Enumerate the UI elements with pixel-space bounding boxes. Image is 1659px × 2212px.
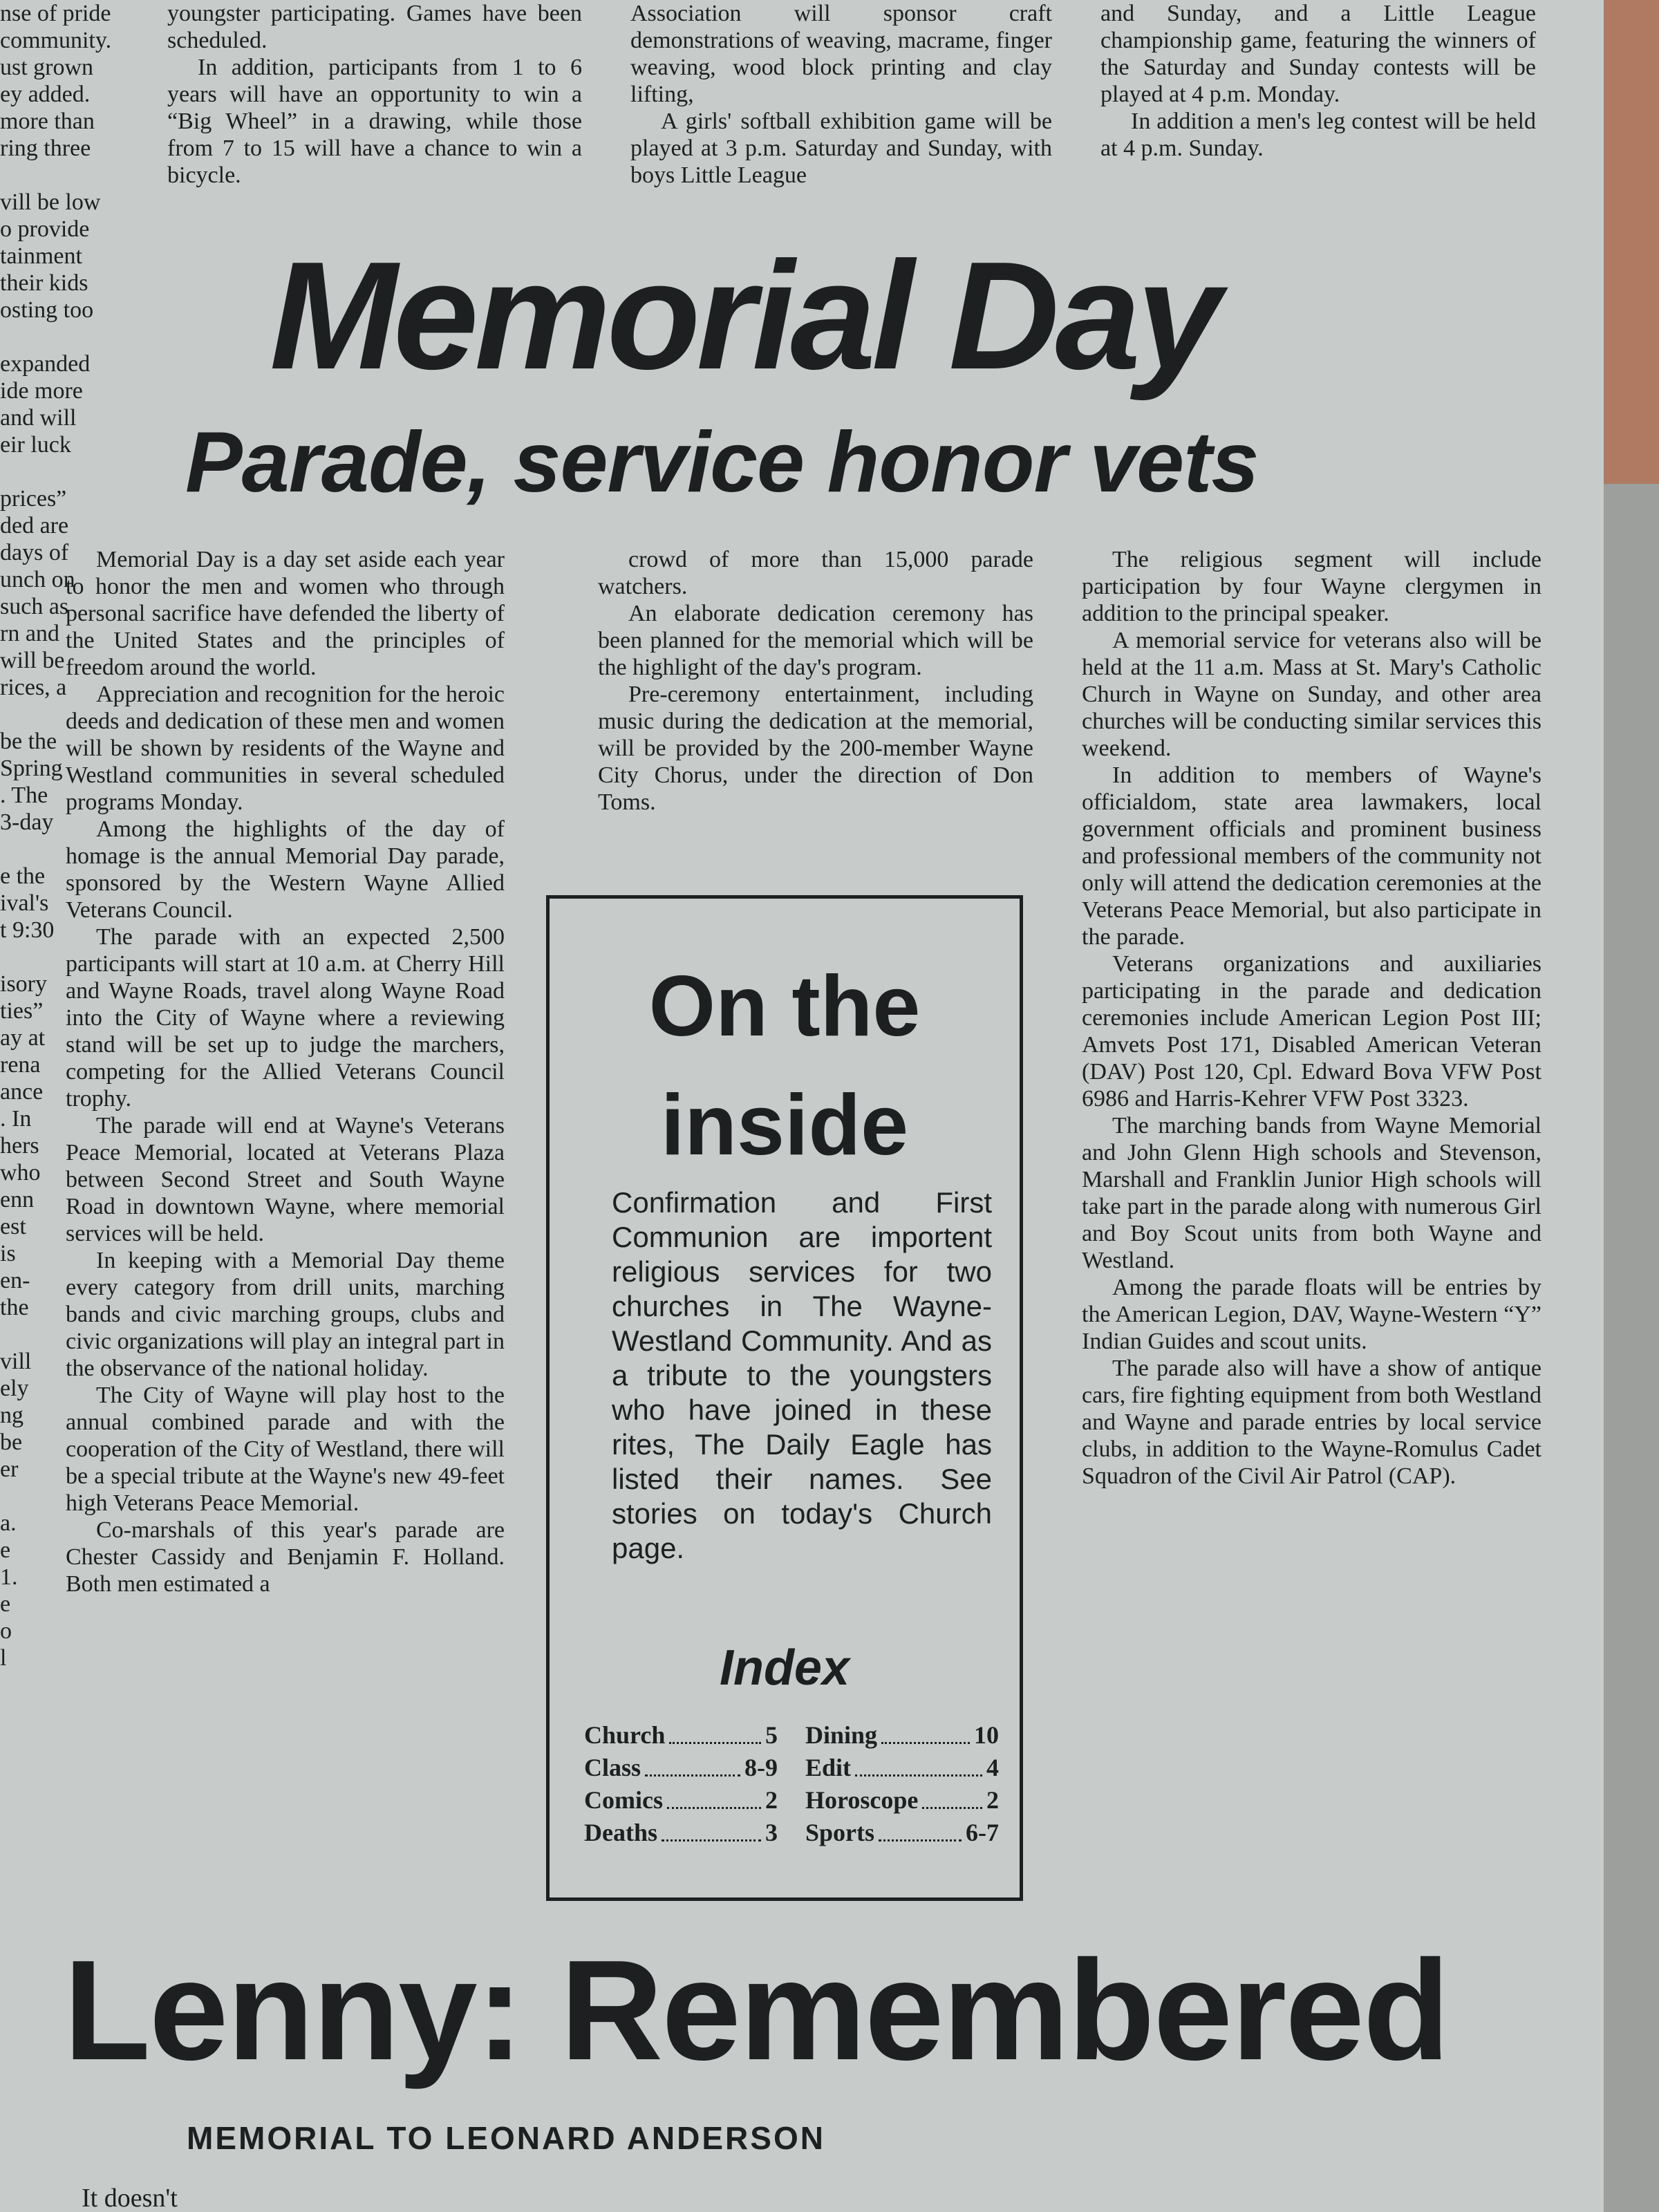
page-edge xyxy=(1604,484,1659,2212)
article-column-3 xyxy=(1082,546,1541,1490)
fragment-line: est xyxy=(0,1214,26,1239)
article-paragraph: In keeping with a Memorial Day theme every category from drill units, marching bands and civic marching groups, clubs and civic organizations will play an integral part in the observance of the national holiday. xyxy=(66,1248,505,1381)
fragment-line: hers xyxy=(0,1133,39,1159)
fragment-line: their kids xyxy=(0,270,88,296)
fragment-line: such as xyxy=(0,594,69,619)
index-leader xyxy=(645,1752,740,1777)
box-title-line: inside xyxy=(660,1078,909,1173)
box-title xyxy=(550,947,1020,1185)
index-label: Church xyxy=(584,1721,666,1749)
second-subhead: MEMORIAL TO LEONARD ANDERSON xyxy=(187,2120,825,2156)
page-edge-top xyxy=(1604,0,1659,484)
fragment-line: be the xyxy=(0,729,57,754)
paragraph: A girls' softball exhibition game will be played at 3 p.m. Saturday and Sunday, with boys Little League xyxy=(630,109,1052,188)
fragment-line: en- xyxy=(0,1268,30,1293)
article-paragraph: Co-marshals of this year's parade are Chester Cassidy and Benjamin F. Holland. Both men estimated a xyxy=(66,1517,505,1597)
box-title-line: On the xyxy=(648,959,921,1054)
fragment-line: be xyxy=(0,1430,23,1455)
second-article-fragment: It doesn't xyxy=(82,2184,178,2212)
fragment-line: and will xyxy=(0,405,77,431)
fragment-line: e xyxy=(0,1591,11,1617)
fragment-line: community. xyxy=(0,28,112,53)
article-paragraph: The City of Wayne will play host to the annual combined parade and with the cooperation of the City of Westland, there will be a special tribute at the Wayne's new 49-feet high Veterans Peace Memorial. xyxy=(66,1382,505,1516)
index-label: Sports xyxy=(805,1819,875,1846)
fragment-line: ely xyxy=(0,1376,29,1401)
paragraph: youngster participating. Games have been scheduled. xyxy=(167,1,582,53)
fragment-line: ties” xyxy=(0,998,44,1024)
fragment-line: more than xyxy=(0,109,95,134)
index-entry xyxy=(805,1817,999,1849)
index-list-left xyxy=(584,1719,778,1849)
headline: Memorial Day xyxy=(270,230,1218,402)
fragment-line: e xyxy=(0,1537,11,1563)
fragment-line: 1. xyxy=(0,1564,18,1590)
article-paragraph: Among the highlights of the day of homage is the annual Memorial Day parade, sponsored by the Western Wayne Allied Veterans Council. xyxy=(66,816,505,923)
fragment-line: e the xyxy=(0,863,46,889)
article-paragraph: Veterans organizations and auxiliaries participating in the parade and dedication ceremonies include American Legion Post III; Amvets Post 171, Disabled American Veteran (DAV) Post 120, Cpl. Edward Bova VFW Post 6986 and Harris-Kehrer VFW Post 3323. xyxy=(1082,951,1541,1112)
box-body: Confirmation and First Communion are importent religious services for two churches in The Wayne-Westland Community. And as a tribute to the youngsters who have joined in these rites, The Daily Eagle has listed their names. See stories on today's Church page. xyxy=(612,1186,992,1564)
fragment-line: ey added. xyxy=(0,82,91,107)
fragment-line: will be xyxy=(0,648,65,673)
index-entry xyxy=(805,1752,999,1784)
article-paragraph: The parade also will have a show of antique cars, fire fighting equipment from both Westland and Wayne and parade entries by local service clubs, in addition to the Wayne-Romulus Cadet Squadron of the Civil Air Patrol (CAP). xyxy=(1082,1356,1541,1489)
paragraph: Association will sponsor craft demonstrations of weaving, macrame, finger weaving, wood block printing and clay lifting, xyxy=(630,1,1052,107)
index-leader xyxy=(881,1719,970,1744)
subheadline: Parade, service honor vets xyxy=(185,415,1259,510)
fragment-line: enn xyxy=(0,1187,35,1212)
fragment-line: isory xyxy=(0,971,47,997)
fragment-line: nse of pride xyxy=(0,1,111,26)
index-leader xyxy=(855,1752,982,1777)
fragment-line xyxy=(0,458,145,485)
index-label: Edit xyxy=(805,1754,852,1781)
article-paragraph: A memorial service for veterans also will be held at the 11 a.m. Mass at St. Mary's Catholic Church in Wayne on Sunday, and other area churches will be conducting similar services this weekend. xyxy=(1082,628,1541,761)
fragment-line: ide more xyxy=(0,378,83,404)
fragment-line: ring three xyxy=(0,135,91,161)
fragment-line: ng xyxy=(0,1403,24,1428)
article-paragraph: Pre-ceremony entertainment, including music during the dedication at the memorial, will be provided by the 200-member Wayne City Chorus, under the direction of Don Toms. xyxy=(598,682,1033,815)
fragment-line xyxy=(0,324,145,350)
index-entry xyxy=(584,1784,778,1817)
index-entry xyxy=(584,1719,778,1752)
second-headline: Lenny: Remembered xyxy=(64,1931,1449,2090)
article-paragraph: Among the parade floats will be entries by the American Legion, DAV, Wayne-Western “Y” Indian Guides and scout units. xyxy=(1082,1275,1541,1354)
fragment-line: . In xyxy=(0,1106,32,1132)
fragment-line: Spring xyxy=(0,756,63,781)
top-column-1 xyxy=(167,0,582,189)
on-the-inside-box xyxy=(546,895,1023,1901)
index-label: Class xyxy=(584,1754,641,1781)
fragment-line: who xyxy=(0,1160,41,1185)
article-column-1 xyxy=(66,546,505,1597)
fragment-line: a. xyxy=(0,1510,17,1536)
fragment-line: l xyxy=(0,1645,7,1671)
fragment-line: 3-day xyxy=(0,809,54,835)
top-column-2 xyxy=(630,0,1052,189)
article-paragraph: The parade will end at Wayne's Veterans Peace Memorial, located at Veterans Plaza between Second Street and South Wayne Road in downtown Wayne, where memorial services will be held. xyxy=(66,1113,505,1246)
fragment-line: er xyxy=(0,1456,19,1482)
index-page: 8-9 xyxy=(744,1754,778,1781)
paragraph: and Sunday, and a Little League championship game, featuring the winners of the Saturday and Sunday contests will be played at 4 p.m. Monday. xyxy=(1100,1,1536,107)
article-paragraph: The religious segment will include participation by four Wayne clergymen in addition to the principal speaker. xyxy=(1082,547,1541,626)
index-entry xyxy=(805,1719,999,1752)
fragment-line: . The xyxy=(0,782,48,808)
paragraph: In addition a men's leg contest will be held at 4 p.m. Sunday. xyxy=(1100,109,1536,161)
article-column-2 xyxy=(598,546,1033,816)
article-paragraph: The marching bands from Wayne Memorial and John Glenn High schools and Stevenson, Marshall and Franklin Junior High schools will take part in the parade along with numerous Girl and Boy Scout units from both Wayne and Westland. xyxy=(1082,1113,1541,1273)
fragment-line: t 9:30 xyxy=(0,917,55,943)
index-entry xyxy=(584,1817,778,1849)
index-page: 3 xyxy=(765,1819,778,1846)
top-column-3 xyxy=(1100,0,1536,162)
fragment-line: rn and xyxy=(0,621,59,646)
index-label: Comics xyxy=(584,1786,663,1814)
article-paragraph: Appreciation and recognition for the heroic deeds and dedication of these men and women will be shown by residents of the Wayne and Westland communities in several scheduled programs Monday. xyxy=(66,682,505,815)
index-label: Dining xyxy=(805,1721,878,1749)
article-paragraph: crowd of more than 15,000 parade watchers. xyxy=(598,547,1033,599)
article-paragraph: Memorial Day is a day set aside each year to honor the men and women who through personal sacrifice have defended the liberty of the United States and the principles of freedom around the world. xyxy=(66,547,505,680)
fragment-line: ded are xyxy=(0,513,69,538)
fragment-line: days of xyxy=(0,540,69,565)
article-paragraph: An elaborate dedication ceremony has been planned for the memorial which will be the highlight of the day's program. xyxy=(598,601,1033,680)
index-page: 6-7 xyxy=(966,1819,999,1846)
index-leader xyxy=(669,1719,761,1744)
fragment-line: ay at xyxy=(0,1025,46,1051)
fragment-line: rices, a xyxy=(0,675,67,700)
index-page: 2 xyxy=(986,1786,999,1814)
fragment-line: unch on xyxy=(0,567,75,592)
index-list-right xyxy=(805,1719,999,1849)
article-paragraph: The parade with an expected 2,500 participants will start at 10 a.m. at Cherry Hill and Wayne Roads, travel along Wayne Road into the City of Wayne where a reviewing stand will be set up to judge the marchers, competing for the Allied Veterans Council trophy. xyxy=(66,924,505,1112)
fragment-line: the xyxy=(0,1295,29,1320)
index-leader xyxy=(662,1817,761,1841)
index-leader xyxy=(667,1784,761,1809)
fragment-line: ust grown xyxy=(0,55,94,80)
fragment-line: rena xyxy=(0,1052,41,1078)
index-entry xyxy=(584,1752,778,1784)
index-leader xyxy=(879,1817,962,1841)
index-page: 4 xyxy=(986,1754,999,1781)
fragment-line: eir luck xyxy=(0,432,71,458)
fragment-line: expanded xyxy=(0,351,91,377)
fragment-line: vill be low xyxy=(0,189,101,215)
fragment-line xyxy=(0,162,145,189)
index-label: Horoscope xyxy=(805,1786,919,1814)
fragment-line: o xyxy=(0,1618,12,1644)
fragment-line: is xyxy=(0,1241,16,1266)
fragment-line: ival's xyxy=(0,890,49,916)
fragment-line: ance xyxy=(0,1079,44,1105)
fragment-line: o provide xyxy=(0,216,90,242)
paragraph: In addition, participants from 1 to 6 years will have an opportunity to win a “Big Wheel” in a drawing, while those from 7 to 15 will have a chance to win a bicycle. xyxy=(167,55,582,188)
index-page: 10 xyxy=(974,1721,999,1749)
index-leader xyxy=(922,1784,982,1809)
fragment-line: osting too xyxy=(0,297,94,323)
fragment-line: tainment xyxy=(0,243,82,269)
fragment-line: vill xyxy=(0,1349,32,1374)
index-entry xyxy=(805,1784,999,1817)
fragment-line: prices” xyxy=(0,486,67,512)
index-page: 5 xyxy=(765,1721,778,1749)
index-page: 2 xyxy=(765,1786,778,1814)
index-label: Deaths xyxy=(584,1819,657,1846)
article-paragraph: In addition to members of Wayne's officialdom, state area lawmakers, local government officials and prominent business and professional members of the community not only will attend the dedication ceremonies at the Veterans Peace Memorial, but also participate in the parade. xyxy=(1082,762,1541,950)
index-title: Index xyxy=(719,1640,850,1696)
